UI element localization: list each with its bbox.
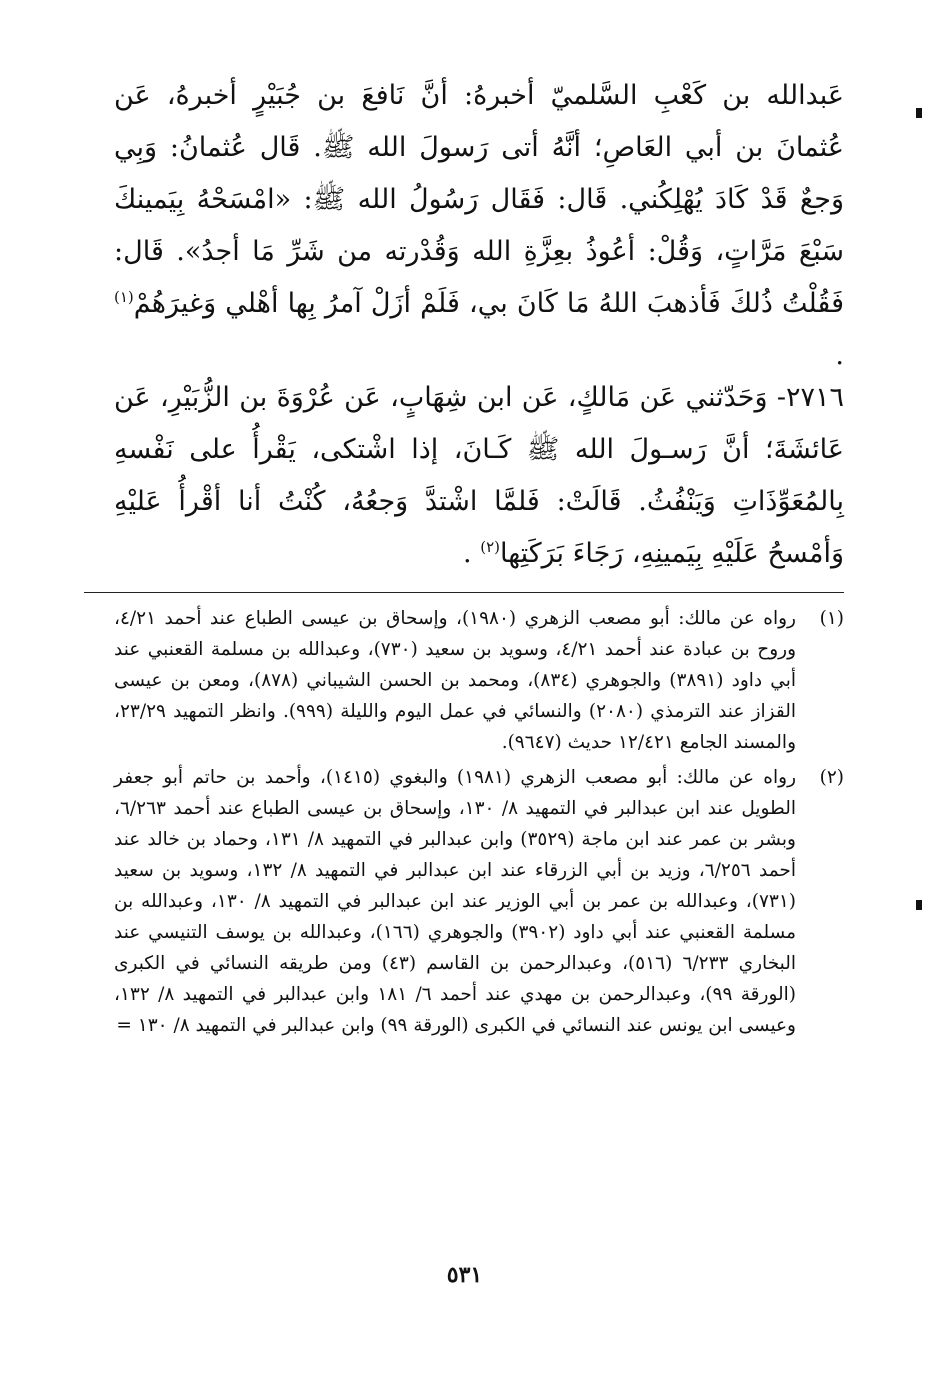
- footnote-ref-2: (٢): [480, 538, 500, 556]
- footnote-ref-1: (١): [114, 288, 134, 306]
- footnote-text: رواه عن مالك: أبو مصعب الزهري (١٩٨١) والبغوي (١٤١٥)، وأحمد بن حاتم أبو جعفر الطويل عند ابن عبدالبر في التمهيد ٨/ ١٣٠، وإسحاق بن عيسى الطباع عند أحمد ٦/٢٦٣، وبشر بن عمر عند ابن ماجة (٣٥٢٩) وابن عبدالبر في التمهيد ٨/ ١٣١، وحماد بن خالد عند أحمد ٦/٢٥٦، وزيد بن أبي الزرقاء عند ابن عبدالبر في التمهيد ٨/ ١٣٢، وسويد بن سعيد (٧٣١)، وعبدالله بن عمر بن أبي الوزير عند ابن عبدالبر في التمهيد ٨/ ١٣٠، وعبدالله بن مسلمة القعنبي عند أبي داود (٣٩٠٢) والجوهري (١٦٦)، وعبدالله بن يوسف التنيسي عند البخاري ٦/٢٣٣ (٥١٦)، وعبدالرحمن بن القاسم (٤٣) ومن طريقه النسائي في الكبرى (الورقة ٩٩)، وعبدالرحمن بن مهدي عند أحمد ٦/ ١٨١ وابن عبدالبر في التمهيد ٨/ ١٣٢، وعيسى ابن يونس عند النسائي في الكبرى (الورقة ٩٩) وابن عبدالبر في التمهيد ٨/ ١٣٠ =: [114, 767, 797, 1036]
- footnote-divider: [84, 592, 844, 593]
- hadith-1-end: .: [835, 340, 844, 371]
- hadith-text-2: [114, 372, 844, 580]
- scan-mark: [916, 108, 922, 118]
- footnote-text: رواه عن مالك: أبو مصعب الزهري (١٩٨٠)، وإسحاق بن عيسى الطباع عند أحمد ٤/٢١، وروح بن عبادة عند أحمد ٤/٢١، وسويد بن سعيد (٧٣٠)، وعبدالله بن مسلمة القعنبي عند أبي داود (٣٨٩١) والجوهري (٨٣٤)، ومحمد بن الحسن الشيباني (٨٧٨)، ومعن بن عيسى القزاز عند الترمذي (٢٠٨٠) والنسائي في عمل اليوم والليلة (٩٩٩). وانظر التمهيد ٢٣/٢٩، والمسند الجامع ١٢/٤٢١ حديث (٩٦٤٧).: [114, 608, 797, 753]
- footnotes-section: [114, 603, 844, 1045]
- hadith-1-body: عَبدالله بن كَعْبِ السَّلميّ أخبرهُ: أنَّ نَافعَ بن جُبَيْرٍ أخبرهُ، عَن عُثمانَ بن أبي العَاصِ؛ أنَّهُ أتى رَسولَ الله ﷺ. قَال عُثمانُ: وَبِي وَجعٌ قَدْ كَادَ يُهْلِكُني. قَال: فَقَال رَسُولُ الله ﷺ: «امْسَحْهُ بِيَمينكَ سَبْعَ مَرَّاتٍ، وَقُلْ: أعُوذُ بعِزَّةِ الله وَقُدْرته من شَرِّ مَا أجدُ». قَال: فَقُلْتُ ذُلكَ فَأذهبَ اللهُ مَا كَانَ بي، فَلَمْ أزَلْ آمرُ بِها أهْلي وَغيرَهُمْ: [114, 80, 844, 319]
- footnote-number: (٢): [819, 767, 844, 788]
- footnote-1: [114, 603, 844, 758]
- hadith-paragraph-1: [114, 70, 844, 382]
- scan-mark: [916, 900, 922, 910]
- page-number: ٥٣١: [446, 1262, 483, 1288]
- footnote-2: [114, 762, 844, 1041]
- hadith-paragraph-2: [114, 372, 844, 580]
- hadith-2-body: ٢٧١٦- وَحَدّثني عَن مَالكٍ، عَن ابن شِهَابٍ، عَن عُرْوَةَ بن الزُّبَيْرِ، عَن عَائشَةَ؛ أنَّ رَسـولَ الله ﷺ كَـانَ، إذا اشْتكى، يَقْرأُ على نَفْسهِ بِالمُعَوِّذَاتِ وَيَنْفُثُ. قَالَتْ: فَلمَّا اشْتدَّ وَجعُهُ، كُنْتُ أنا أقْرأُ عَليْهِ وَأمْسحُ عَلَيْهِ بِيَمينِهِ، رَجَاءَ بَرَكَتِها: [114, 382, 844, 569]
- hadith-2-end: .: [463, 538, 481, 569]
- hadith-text-1: [114, 70, 844, 382]
- footnote-number: (١): [819, 608, 844, 629]
